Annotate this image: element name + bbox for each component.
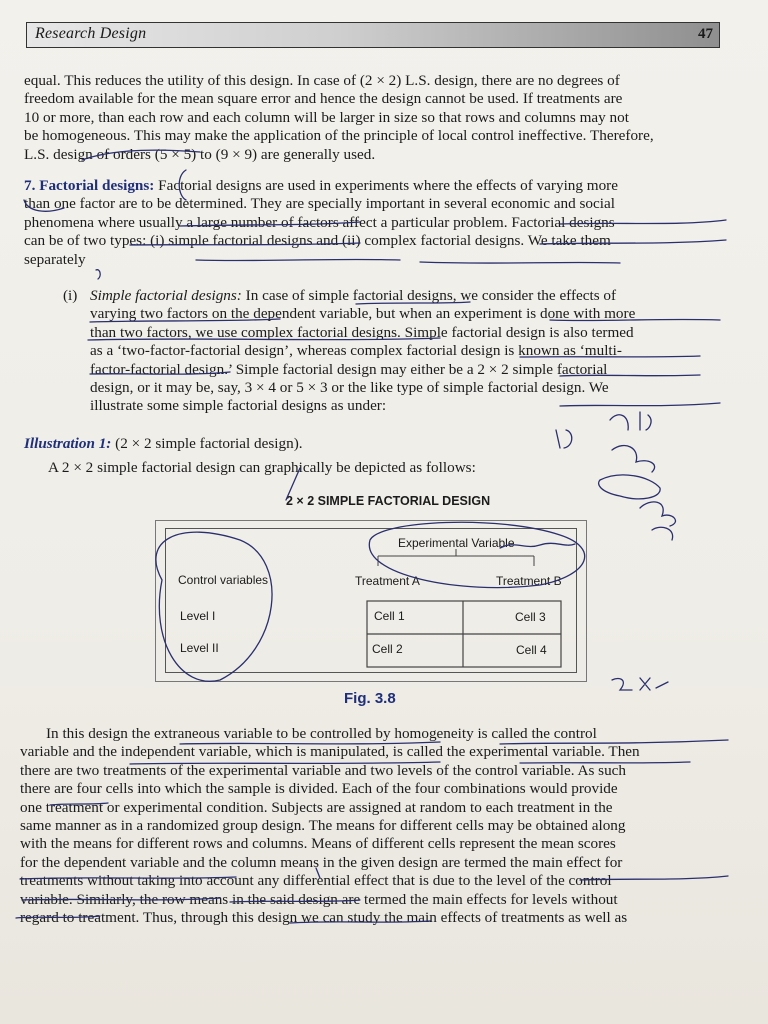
text-line: freedom available for the mean square error and hence the design cannot be used. If treatments are <box>24 90 623 108</box>
text-line: varying two factors on the dependent variable, but when an experiment is done with more <box>90 305 636 323</box>
text-line: equal. This reduces the utility of this design. In case of (2 × 2) L.S. design, there are no degrees of <box>24 72 620 89</box>
section-heading: 7. Factorial designs: <box>24 177 155 194</box>
paragraph-design-explanation <box>20 725 728 927</box>
text-line: Factorial designs are used in experiments where the effects of varying more <box>158 177 618 194</box>
text-line: be homogeneous. This may make the application of the principle of local control ineffective. Therefore, <box>24 127 654 145</box>
page-number: 47 <box>698 26 713 42</box>
text-line: regard to treatment. Thus, through this design we can study the main effects of treatments as well as <box>20 909 628 927</box>
experimental-variable-label: Experimental Variable <box>398 536 515 550</box>
figure-lines <box>166 529 576 672</box>
text-line: there are four cells into which the sample is divided. Each of the four combinations would provide <box>20 780 618 798</box>
text-line: treatments without taking into account any differential effect that is due to the level of the control <box>20 872 612 890</box>
level-1-label: Level I <box>180 609 216 623</box>
cell-4: Cell 4 <box>516 643 547 657</box>
figure-title: 2 × 2 SIMPLE FACTORIAL DESIGN <box>286 494 491 508</box>
text-line: design, or it may be, say, 3 × 4 or 5 × 3 or the like type of simple factorial design. We <box>90 379 609 397</box>
figure-inner-box <box>165 528 577 673</box>
figure-caption: Fig. 3.8 <box>344 690 396 707</box>
text-line: same manner as in a randomized group design. The means for different cells may be obtained along <box>20 817 626 835</box>
text-line: phenomena where usually a large number of factors affect a particular problem. Factorial designs <box>24 213 615 231</box>
treatment-b-label: Treatment B <box>496 574 562 588</box>
text-line: L.S. design of orders (5 × 5) to (9 × 9) are generally used. <box>24 145 376 163</box>
cell-3: Cell 3 <box>515 610 546 624</box>
text-line: In case of simple factorial designs, we consider the effects of <box>245 287 617 304</box>
header-title: Research Design <box>35 25 147 42</box>
level-2-label: Level II <box>180 641 219 655</box>
text-line: factor-factorial design.’ Simple factorial design may either be a 2 × 2 simple factorial <box>90 360 608 378</box>
cell-2: Cell 2 <box>372 642 403 656</box>
subsection-simple-factorial <box>63 287 726 416</box>
subsection-label: Simple factorial designs: <box>90 287 242 304</box>
subsection-number: (i) <box>63 287 78 304</box>
cell-1: Cell 1 <box>374 609 405 623</box>
text-line: there are two treatments of the experimental variable and two levels of the control variable. As such <box>20 761 627 779</box>
text-line: 10 or more, than each row and each column will be larger in size so that rows and columns may not <box>24 108 629 126</box>
subsection-first-line <box>90 287 726 305</box>
illustration-line <box>24 435 728 453</box>
text-line: one treatment or experimental condition. Subjects are assigned at random to each treatment in the <box>20 798 613 816</box>
control-variables-label: Control variables <box>178 573 269 587</box>
text-line: than two factors, we use complex factorial designs. Simple factorial design is also termed <box>90 323 634 341</box>
text-line: A 2 × 2 simple factorial design can graphically be depicted as follows: <box>48 459 476 476</box>
illustration-label: Illustration 1: <box>24 435 112 452</box>
treatment-a-label: Treatment A <box>355 574 420 588</box>
paragraph-latin-square <box>24 72 728 164</box>
text-line: variable and the independent variable, which is manipulated, is called the experimental variable. Then <box>20 743 640 761</box>
text-line: with the means for different rows and columns. Means of different cells represent the mean scores <box>20 835 616 853</box>
text-line: than one factor are to be determined. They are specially important in several economic and social <box>24 195 615 213</box>
text-line: can be of two types: (i) simple factorial designs and (ii) complex factorial designs. We take them <box>24 232 611 250</box>
section-first-line <box>24 177 728 195</box>
text-line: for the dependent variable and the column means in the given design are termed the main effect for <box>20 853 623 871</box>
section-factorial-designs <box>24 177 728 269</box>
text-line: separately <box>24 250 86 268</box>
text-line: as a ‘two-factor-factorial design’, whereas complex factorial design is known as ‘multi- <box>90 342 622 360</box>
running-header <box>26 22 720 48</box>
text-line: illustrate some simple factorial designs as under: <box>90 397 387 415</box>
text-line: variable. Similarly, the row means in the said design are termed the main effects for levels without <box>20 890 618 908</box>
illustration-intro <box>48 459 728 477</box>
text-line: In this design the extraneous variable to be controlled by homogeneity is called the control <box>46 725 597 742</box>
figure-outer-box <box>155 520 587 682</box>
illustration-text: (2 × 2 simple factorial design). <box>115 435 303 452</box>
